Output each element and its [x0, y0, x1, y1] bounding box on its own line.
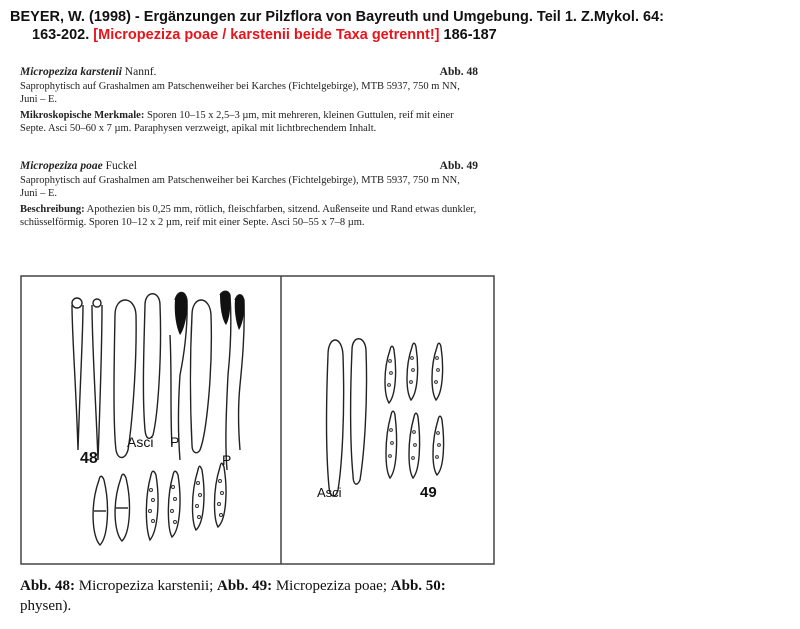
spore-drawing [146, 471, 158, 540]
reference-title: , W. (1998) - Ergänzungen zur Pilzflora von Bayreuth und Umgebung. Teil 1. Z.Mykol. 64: [59, 9, 664, 25]
species-name: Micropeziza karstenii [20, 66, 122, 78]
reference-pages: 163-202. [32, 27, 90, 43]
figure-number-49: 49 [420, 484, 437, 501]
caption-ref-48: Abb. 48: [20, 578, 76, 594]
author-initial: B [10, 9, 21, 25]
caption-line-2: physen). [20, 598, 72, 614]
paraphysis-tip [72, 298, 82, 308]
reference-line-2 [10, 26, 800, 44]
caption-line-1 [20, 576, 500, 596]
description-paragraph [20, 203, 478, 229]
paraphysis-tip [93, 299, 101, 307]
habitat-text: Saprophytisch auf Grashalmen am Patschenweiher bei Karches (Fichtelgebirge), MTB 5937, 750 m NN, Juni – E. [20, 81, 460, 105]
description-label: Mikroskopische Merkmale: [20, 110, 145, 121]
figure-caption [20, 576, 500, 616]
entry-poae [20, 160, 478, 232]
figure-number-48: 48 [80, 450, 98, 467]
paraphysis-dark-tips [175, 291, 244, 335]
ascus-drawing [351, 339, 367, 484]
label-asci-49: Asci [317, 485, 342, 500]
caption-ref-49: Abb. 49: [217, 578, 273, 594]
ascus-drawing [327, 340, 344, 496]
paraphysis-drawing [72, 305, 83, 450]
spore-guttules-48 [149, 480, 224, 524]
label-paraphyses-2: P [222, 452, 232, 468]
reference-header [10, 8, 800, 44]
habitat-text: Saprophytisch auf Grashalmen am Patschenweiher bei Karches (Fichtelgebirge), MTB 5937, 750 m NN, Juni – E. [20, 175, 460, 199]
description-label: Beschreibung: [20, 204, 85, 215]
spore-drawing [193, 466, 205, 530]
caption-text-49: Micropeziza poae; [272, 578, 391, 594]
description-text: Apothezien bis 0,25 mm, rötlich, fleischfarben, sitzend. Außenseite und Rand etwas dunkler, schüsselförmig. Sporen 10–12 x 2 µm, reif mit einer Septe. Asci 50–55 x 7–8 µm. [20, 204, 477, 228]
paraphysis-drawing [170, 335, 172, 445]
micrograph-figure [20, 275, 495, 565]
description-text: Sporen 10–15 x 2,5–3 µm, mit mehreren, kleinen Guttulen, reif mit einer Septe. Asci 50–60 x 7 µm. Paraphysen verzweigt, apikal mit lichtbrechendem Inhalt. [20, 110, 454, 134]
species-authority: Nannf. [124, 66, 157, 78]
reference-line-1 [10, 8, 800, 26]
reference-note: [Micropeziza poae / karstenii beide Taxa getrennt!] [93, 27, 440, 43]
caption-text-48: Micropeziza karstenii; [75, 578, 218, 594]
description-paragraph [20, 109, 478, 135]
figure-ref: Abb. 49 [439, 160, 478, 172]
entry-title [20, 66, 478, 79]
label-asci-48: Asci [127, 434, 154, 450]
entry-title [20, 160, 478, 173]
species-name: Micropeziza poae [20, 160, 103, 172]
label-paraphyses-1: P [170, 434, 180, 450]
caption-ref-50: Abb. 50: [390, 578, 446, 594]
author-surname: EYER [20, 9, 60, 25]
spore-drawing [215, 463, 227, 527]
species-authority: Fuckel [105, 160, 137, 172]
ascus-drawing [191, 300, 212, 453]
figure-ref: Abb. 48 [439, 66, 478, 78]
paraphysis-drawing [92, 305, 102, 460]
refractive-tip [175, 293, 187, 336]
panel-48-drawings [72, 291, 244, 545]
refractive-tip [220, 291, 230, 325]
entry-karstenii [20, 66, 478, 138]
refractive-tip [235, 295, 244, 330]
reference-page-range: 186-187 [443, 27, 497, 43]
panel-49-drawings [327, 339, 444, 496]
ascus-drawing [143, 294, 160, 439]
spore-drawing [168, 471, 180, 537]
